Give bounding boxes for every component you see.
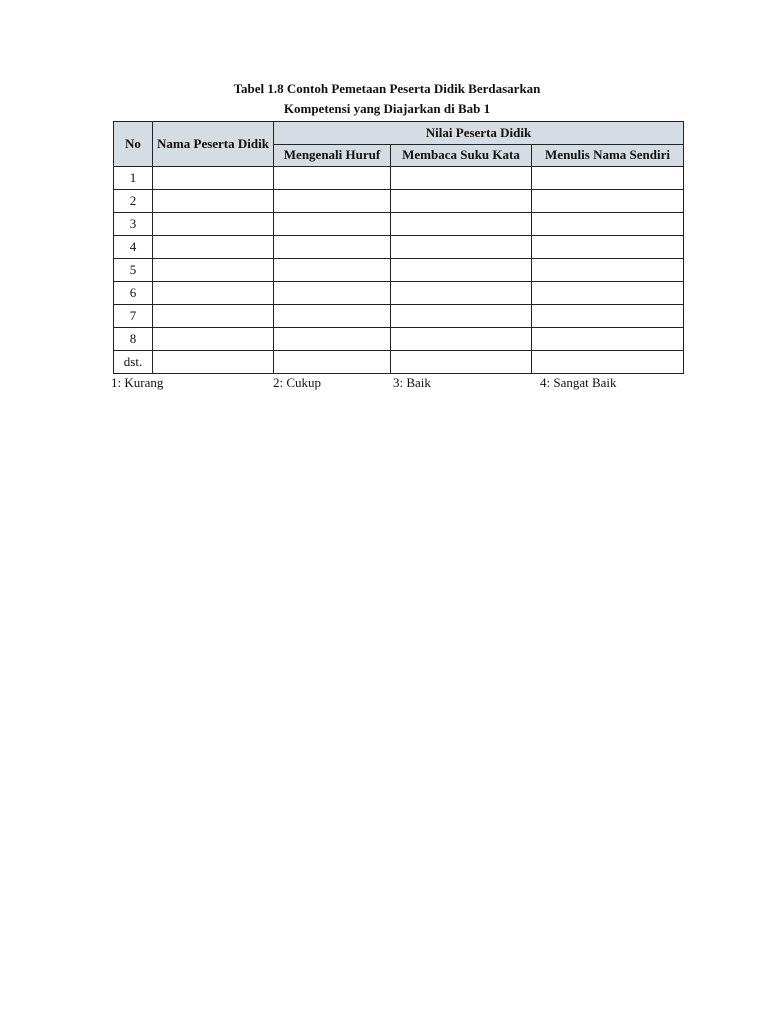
cell-nama — [153, 259, 274, 282]
cell-membaca-suku-kata — [391, 328, 532, 351]
cell-nama — [153, 305, 274, 328]
cell-mengenali-huruf — [274, 236, 391, 259]
cell-nama — [153, 167, 274, 190]
cell-menulis-nama-sendiri — [532, 236, 684, 259]
table-row — [114, 305, 684, 328]
row-number: 2 — [114, 190, 153, 213]
header-membaca-suku-kata: Membaca Suku Kata — [391, 144, 532, 167]
cell-menulis-nama-sendiri — [532, 328, 684, 351]
cell-menulis-nama-sendiri — [532, 213, 684, 236]
table-row — [114, 351, 684, 374]
cell-membaca-suku-kata — [391, 190, 532, 213]
cell-membaca-suku-kata — [391, 213, 532, 236]
cell-mengenali-huruf — [274, 305, 391, 328]
table-row — [114, 213, 684, 236]
row-number: dst. — [114, 351, 153, 374]
cell-membaca-suku-kata — [391, 282, 532, 305]
table-row — [114, 259, 684, 282]
row-number: 7 — [114, 305, 153, 328]
header-menulis-nama-sendiri: Menulis Nama Sendiri — [532, 144, 684, 167]
cell-membaca-suku-kata — [391, 305, 532, 328]
header-mengenali-huruf: Mengenali Huruf — [274, 144, 391, 167]
cell-nama — [153, 328, 274, 351]
table-caption-line-1: Tabel 1.8 Contoh Pemetaan Peserta Didik Berdasarkan — [233, 81, 541, 96]
row-number: 8 — [114, 328, 153, 351]
legend-sangat-baik: 4: Sangat Baik — [540, 375, 617, 390]
cell-membaca-suku-kata — [391, 236, 532, 259]
table-row — [114, 282, 684, 305]
cell-menulis-nama-sendiri — [532, 190, 684, 213]
row-number: 1 — [114, 167, 153, 190]
cell-nama — [153, 282, 274, 305]
cell-membaca-suku-kata — [391, 167, 532, 190]
cell-mengenali-huruf — [274, 167, 391, 190]
cell-mengenali-huruf — [274, 351, 391, 374]
table-row — [114, 167, 684, 190]
row-number: 6 — [114, 282, 153, 305]
row-number: 5 — [114, 259, 153, 282]
header-no: No — [114, 122, 153, 167]
cell-nama — [153, 351, 274, 374]
header-nilai-peserta-didik: Nilai Peserta Didik — [274, 122, 684, 145]
cell-nama — [153, 236, 274, 259]
table-row — [114, 236, 684, 259]
cell-mengenali-huruf — [274, 213, 391, 236]
header-nama-peserta-didik: Nama Peserta Didik — [153, 122, 274, 167]
cell-nama — [153, 190, 274, 213]
cell-menulis-nama-sendiri — [532, 259, 684, 282]
student-mapping-table — [113, 121, 684, 374]
cell-membaca-suku-kata — [391, 351, 532, 374]
header-row-1 — [114, 122, 684, 145]
cell-membaca-suku-kata — [391, 259, 532, 282]
cell-menulis-nama-sendiri — [532, 305, 684, 328]
cell-mengenali-huruf — [274, 190, 391, 213]
cell-nama — [153, 213, 274, 236]
table-row — [114, 190, 684, 213]
table-row — [114, 328, 684, 351]
cell-menulis-nama-sendiri — [532, 282, 684, 305]
legend-cukup: 2: Cukup — [273, 375, 322, 390]
cell-menulis-nama-sendiri — [532, 167, 684, 190]
legend-baik: 3: Baik — [393, 375, 431, 390]
cell-menulis-nama-sendiri — [532, 351, 684, 374]
cell-mengenali-huruf — [274, 328, 391, 351]
row-number: 4 — [114, 236, 153, 259]
cell-mengenali-huruf — [274, 282, 391, 305]
table-caption-line-2: Kompetensi yang Diajarkan di Bab 1 — [283, 101, 491, 116]
row-number: 3 — [114, 213, 153, 236]
legend-kurang: 1: Kurang — [111, 375, 164, 390]
cell-mengenali-huruf — [274, 259, 391, 282]
